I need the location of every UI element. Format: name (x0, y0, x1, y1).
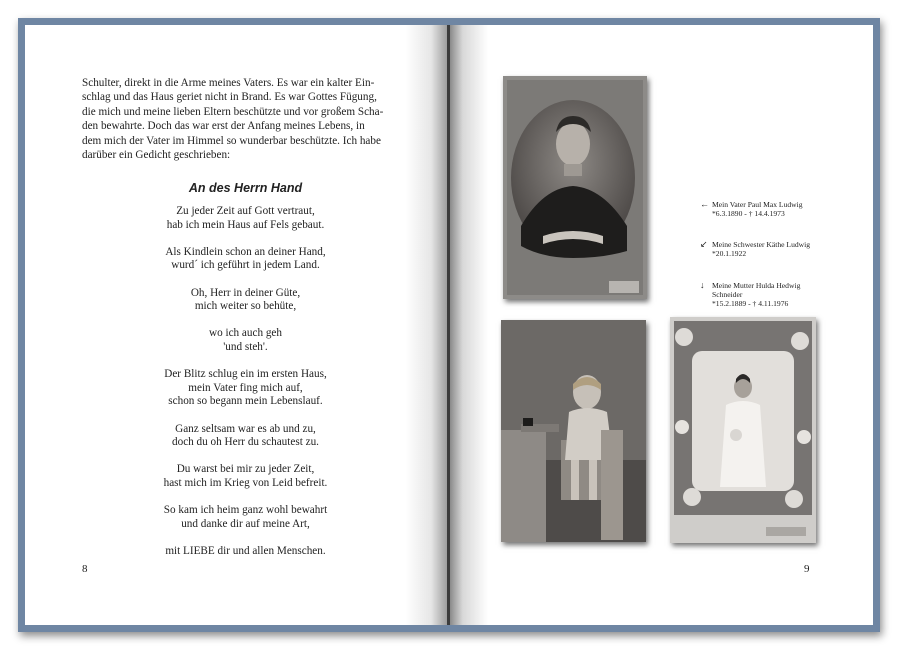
stanza (82, 205, 409, 232)
caption-name: Meine Mutter Hulda Hedwig Schneider (712, 281, 801, 299)
poem-line: So kam ich heim ganz wohl bewahrt (163, 504, 328, 517)
poem-line: hab ich mein Haus auf Fels gebaut. (166, 218, 325, 231)
stanza (82, 463, 409, 490)
caption-name: Mein Vater Paul Max Ludwig (712, 200, 803, 209)
caption-mother (700, 280, 824, 308)
prose-line: die mich und meine lieben Eltern beschützte und vor großem Scha- (82, 105, 384, 118)
poem-line: doch du oh Herr du schautest zu. (172, 436, 319, 449)
stanza (82, 423, 409, 450)
prose-line: Schulter, direkt in die Arme meines Vaters. Es war ein kalter Ein- (82, 77, 375, 89)
prose-line: schlag und das Haus geriet nicht in Brand. Es war Gottes Fügung, (82, 91, 377, 104)
poem-line: schon so begann mein Lebenslauf. (168, 395, 323, 408)
stanza (82, 287, 409, 314)
prose-line: dem mich der Vater im Himmel so wunderbar beschützte. Ich habe (82, 134, 381, 147)
caption-name: Meine Schwester Käthe Ludwig (712, 240, 811, 249)
poem-line: mit LIEBE dir und allen Menschen. (165, 544, 326, 557)
poem-line: und danke dir auf meine Art, (181, 517, 310, 530)
stanza (82, 368, 409, 409)
poem-title: An des Herrn Hand (188, 181, 303, 195)
photo-father-image (503, 76, 647, 299)
page-number-right: 9 (804, 563, 810, 575)
poem-line: Ganz seltsam war es ab und zu, (175, 422, 316, 435)
poem-line: wo ich auch geh (208, 327, 282, 340)
left-page (25, 25, 448, 625)
caption-sister (700, 239, 852, 258)
poem-line: Oh, Herr in deiner Güte, (190, 286, 301, 299)
arrow-left-icon: ← (700, 199, 709, 209)
caption-father (700, 199, 852, 218)
poem-line: 'und steh'. (223, 340, 268, 353)
poem (82, 205, 409, 572)
poem-line: Du warst bei mir zu jeder Zeit, (176, 463, 315, 476)
caption-dates: *15.2.1889 - † 4.11.1976 (712, 299, 789, 308)
stanza (82, 504, 409, 531)
photo-book (18, 18, 880, 632)
page-number-left: 8 (82, 563, 88, 575)
stanza (82, 246, 409, 273)
photo-mother (670, 317, 816, 543)
poem-line: Der Blitz schlug ein im ersten Haus, (164, 368, 327, 381)
poem-line: wurd´ ich geführt in jedem Land. (171, 259, 320, 272)
right-page (450, 25, 873, 625)
caption-dates: *6.3.1890 - † 14.4.1973 (712, 209, 785, 218)
poem-line: mein Vater fing mich auf, (188, 381, 303, 394)
photo-sister-image (501, 320, 646, 542)
poem-line: mich weiter so behüte, (194, 300, 297, 313)
photo-sister (501, 320, 646, 542)
photo-mother-image (670, 317, 816, 543)
arrow-down-left-icon: ↙ (700, 239, 708, 249)
poem-line: hast mich im Krieg von Leid befreit. (163, 476, 328, 489)
caption-dates: *20.1.1922 (712, 249, 747, 258)
prose-line: darüber ein Gedicht geschrieben: (82, 149, 231, 162)
stanza (82, 545, 409, 559)
stanza (82, 327, 409, 354)
prose-line: den bewahrte. Doch das war erst der Anfang meines Lebens, in (82, 120, 365, 133)
poem-line: Zu jeder Zeit auf Gott vertraut, (176, 205, 315, 217)
poem-line: Als Kindlein schon an deiner Hand, (165, 245, 326, 258)
arrow-down-icon: ↓ (700, 280, 705, 290)
prose-paragraph (82, 76, 409, 162)
photo-father (503, 76, 647, 299)
